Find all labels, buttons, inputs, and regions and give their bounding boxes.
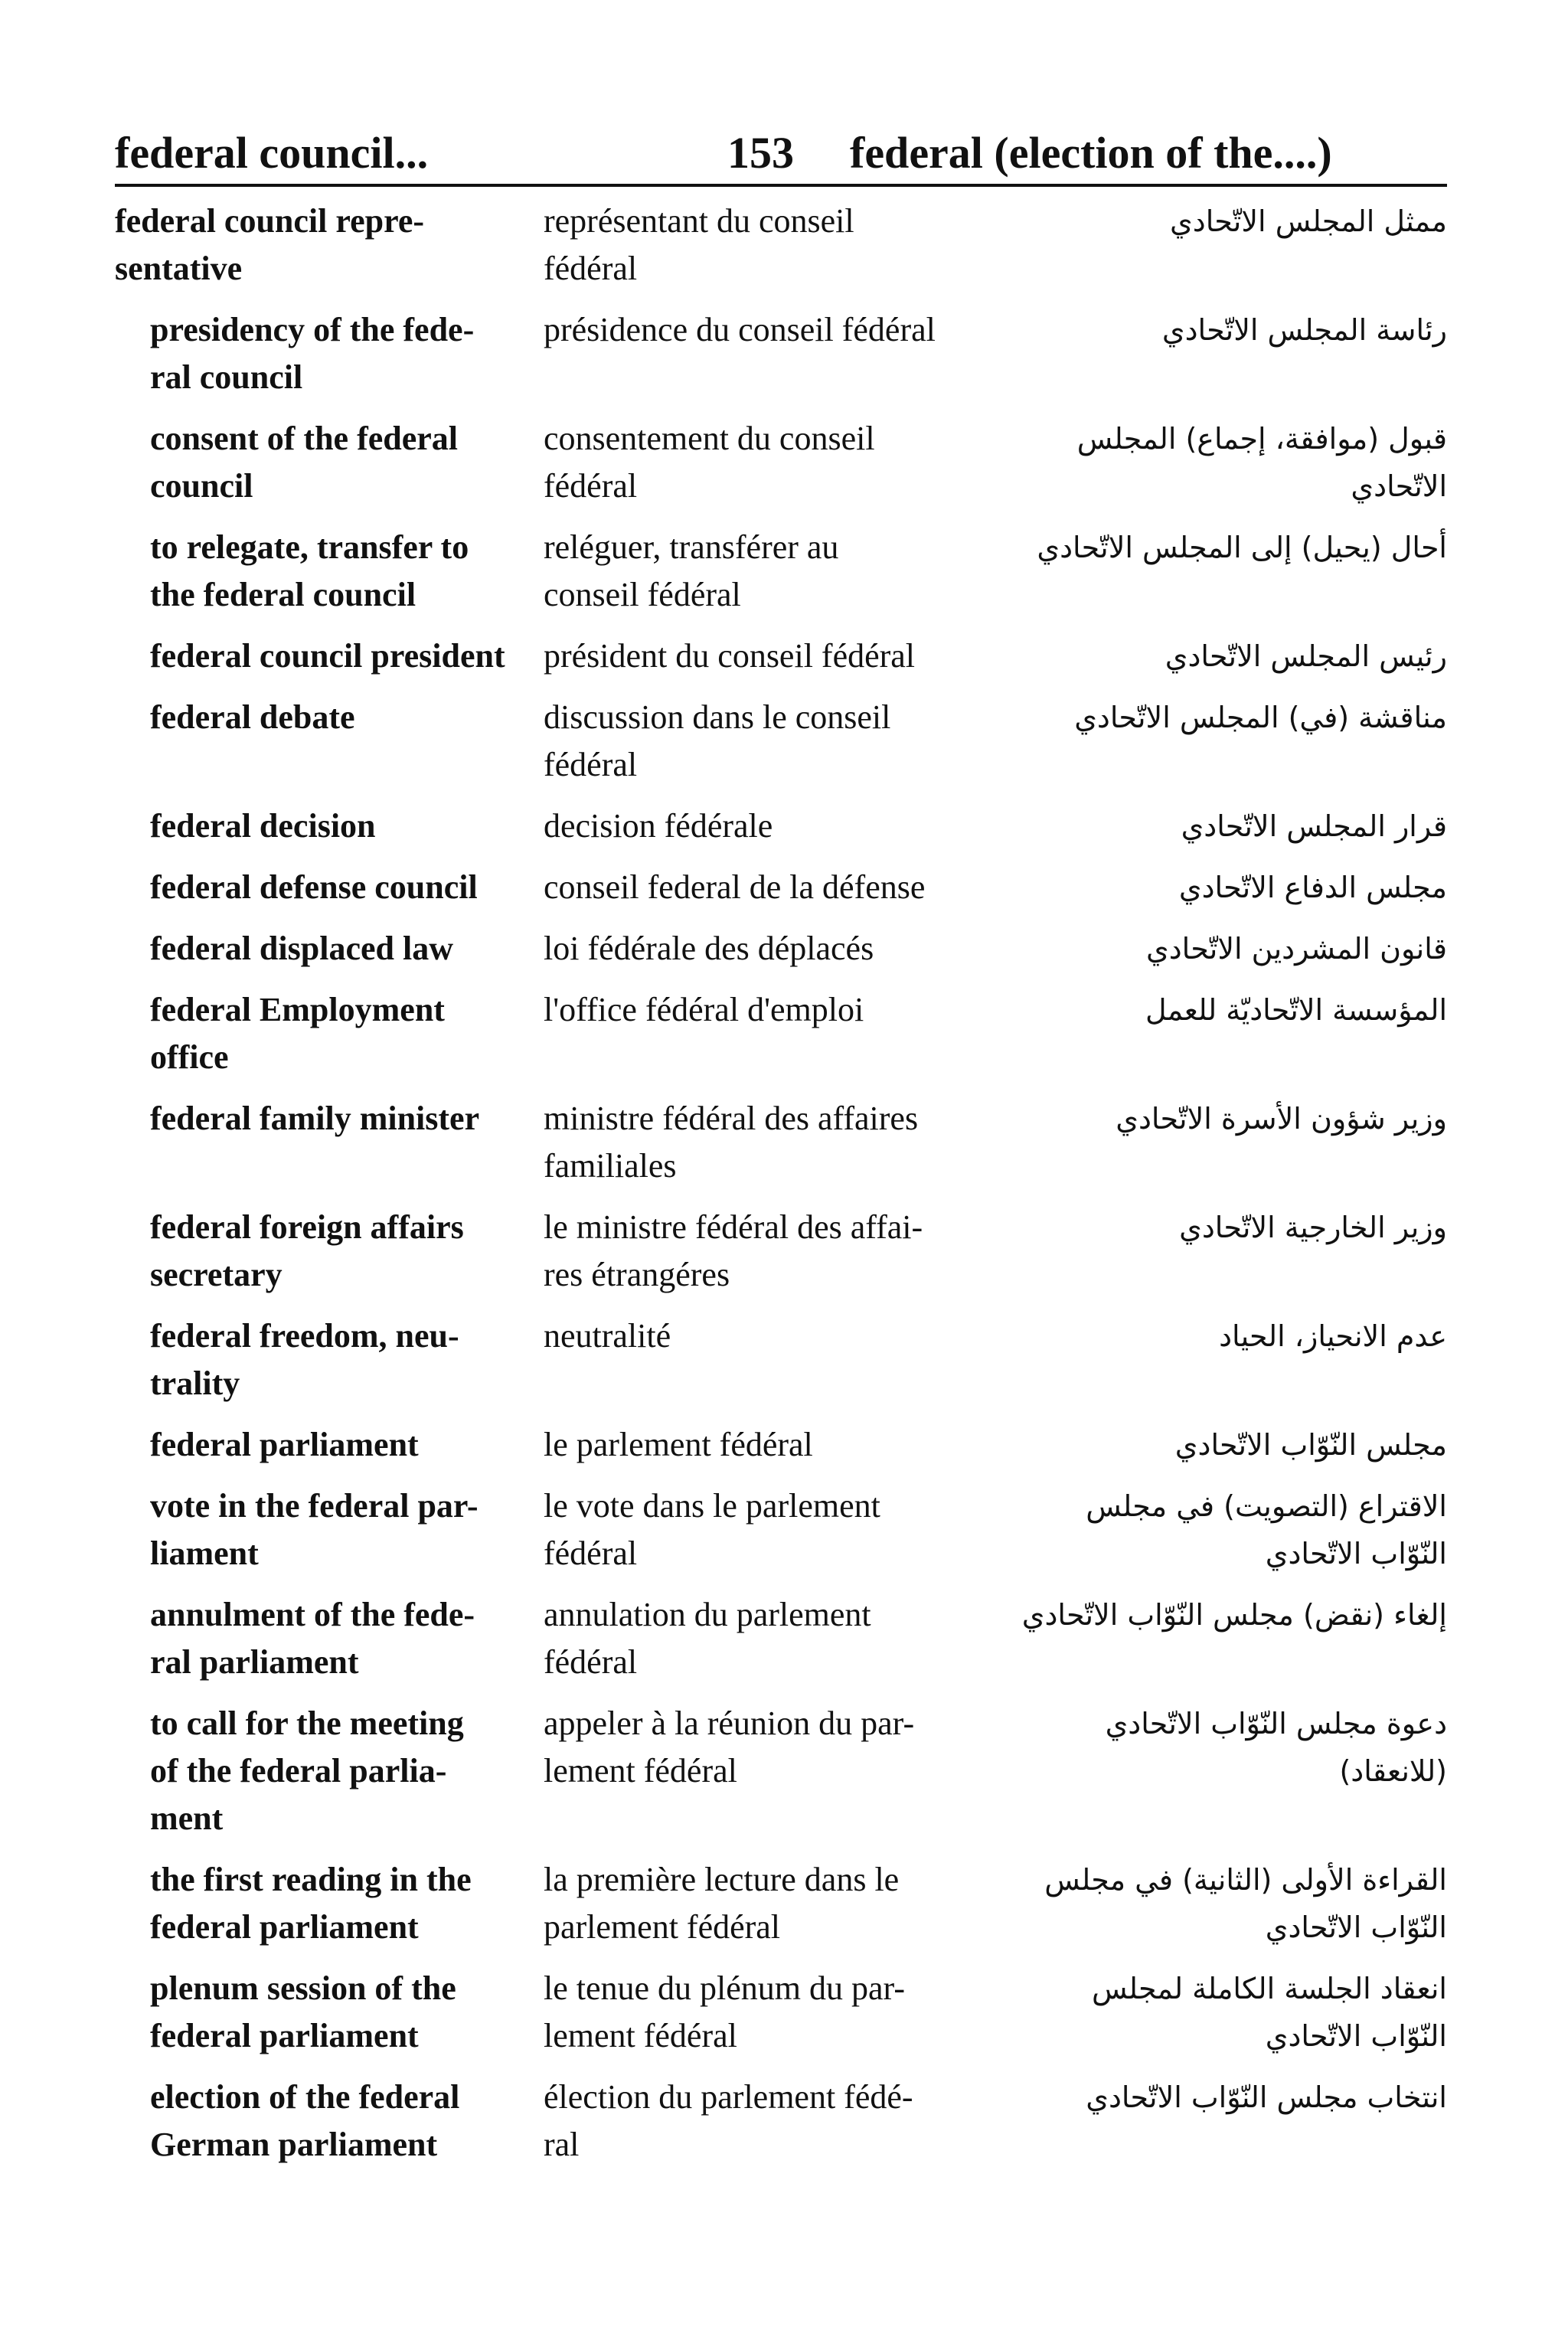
french-term-line: fédéral xyxy=(544,250,638,287)
french-term-line: le tenue du plénum du par- xyxy=(544,1969,905,2007)
english-term-line: federal debate xyxy=(150,698,355,736)
dictionary-entry xyxy=(115,1482,1447,1577)
french-term xyxy=(544,306,1018,354)
french-term xyxy=(544,1421,1018,1469)
dictionary-entries xyxy=(115,198,1447,2182)
english-term xyxy=(115,524,544,619)
english-term-line: federal decision xyxy=(150,807,376,845)
french-term-line: président du conseil fédéral xyxy=(544,637,916,675)
english-term xyxy=(115,198,544,293)
french-term-line: appeler à la réunion du par- xyxy=(544,1704,915,1742)
english-term-line: German parliament xyxy=(150,2126,438,2163)
arabic-term: وزير الخارجية الاتّحادي xyxy=(1179,1211,1447,1244)
page-header xyxy=(115,123,1447,187)
french-term-line: lement fédéral xyxy=(544,2017,737,2054)
english-term xyxy=(115,1421,544,1469)
french-term-line: neutralité xyxy=(544,1317,671,1355)
french-term-line: familiales xyxy=(544,1147,677,1185)
english-term xyxy=(115,1591,544,1686)
french-term-line: représentant du conseil xyxy=(544,202,854,240)
arabic-term: مناقشة (في) المجلس الاتّحادي xyxy=(1074,701,1447,734)
english-term-line: federal parliament xyxy=(150,1908,419,1946)
french-term-line: consentement du conseil xyxy=(544,420,875,457)
dictionary-entry xyxy=(115,306,1447,401)
arabic-term: انتخاب مجلس النّوّاب الاتّحادي xyxy=(1086,2080,1447,2114)
header-right-guide-word: federal (election of the....) xyxy=(850,128,1332,178)
arabic-term: قبول (موافقة، إجماع) المجلس الاتّحادي xyxy=(1076,422,1447,503)
french-term-line: reléguer, transférer au xyxy=(544,528,839,566)
english-term-line: to relegate, transfer to xyxy=(150,528,469,566)
english-term-line: the federal council xyxy=(150,576,416,613)
french-term-line: decision fédérale xyxy=(544,807,773,845)
french-term xyxy=(544,198,1018,293)
arabic-term: القراءة الأولى (الثانية) في مجلس النّوّاب الاتّحادي xyxy=(1044,1863,1447,1944)
english-term-line: federal family minister xyxy=(150,1100,480,1137)
french-term-line: ral xyxy=(544,2126,580,2163)
french-term xyxy=(544,415,1018,510)
french-term-line: parlement fédéral xyxy=(544,1908,781,1946)
english-term-line: plenum session of the xyxy=(150,1969,456,2007)
arabic-term: قانون المشردين الاتّحادي xyxy=(1146,932,1447,966)
english-term-line: federal parliament xyxy=(150,1426,419,1463)
french-term-line: res étrangéres xyxy=(544,1256,730,1293)
english-term-line: of the federal parlia- xyxy=(150,1752,447,1789)
french-term-line: discussion dans le conseil xyxy=(544,698,891,736)
english-term xyxy=(115,864,544,911)
french-term xyxy=(544,1591,1018,1686)
dictionary-entry xyxy=(115,986,1447,1081)
dictionary-entry xyxy=(115,925,1447,972)
english-term-line: ral council xyxy=(150,358,303,396)
english-term-line: annulment of the fede- xyxy=(150,1596,475,1633)
header-left-guide-word: federal council... xyxy=(115,128,429,178)
french-term xyxy=(544,1700,1018,1795)
english-term xyxy=(115,2074,544,2169)
arabic-term: ممثل المجلس الاتّحادي xyxy=(1170,204,1447,238)
english-term-line: ment xyxy=(150,1799,224,1837)
dictionary-entry xyxy=(115,1095,1447,1190)
english-term xyxy=(115,694,544,741)
english-term xyxy=(115,1095,544,1142)
french-term-line: fédéral xyxy=(544,467,638,505)
french-term xyxy=(544,864,1018,911)
english-term-line: trality xyxy=(150,1365,240,1402)
dictionary-entry xyxy=(115,1204,1447,1299)
english-term-line: secretary xyxy=(150,1256,283,1293)
french-term-line: élection du parlement fédé- xyxy=(544,2078,913,2116)
english-term-line: to call for the meeting xyxy=(150,1704,464,1742)
dictionary-entry xyxy=(115,1312,1447,1407)
english-term xyxy=(115,1204,544,1299)
english-term-line: council xyxy=(150,467,253,505)
english-term-line: liament xyxy=(150,1535,259,1572)
english-term xyxy=(115,1482,544,1577)
arabic-term: وزير شؤون الأسرة الاتّحادي xyxy=(1116,1102,1447,1136)
english-term-line: election of the federal xyxy=(150,2078,460,2116)
english-term-line: office xyxy=(150,1038,229,1076)
english-term-line: federal foreign affairs xyxy=(150,1208,464,1246)
french-term xyxy=(544,1204,1018,1299)
arabic-term: المؤسسة الاتّحاديّة للعمل xyxy=(1145,993,1447,1027)
dictionary-entry xyxy=(115,524,1447,619)
arabic-term: الاقتراع (التصويت) في مجلس النّوّاب الاتّحادي xyxy=(1086,1489,1447,1570)
arabic-term: رئاسة المجلس الاتّحادي xyxy=(1161,313,1447,347)
french-term-line: fédéral xyxy=(544,1643,638,1681)
french-term-line: le vote dans le parlement xyxy=(544,1487,880,1525)
french-term-line: le ministre fédéral des affai- xyxy=(544,1208,923,1246)
english-term-line: consent of the federal xyxy=(150,420,459,457)
dictionary-entry xyxy=(115,802,1447,850)
dictionary-entry xyxy=(115,1591,1447,1686)
english-term-line: federal council president xyxy=(150,637,505,675)
english-term-line: federal parliament xyxy=(150,2017,419,2054)
french-term xyxy=(544,632,1018,680)
dictionary-entry xyxy=(115,1965,1447,2060)
english-term xyxy=(115,306,544,401)
english-term xyxy=(115,415,544,510)
english-term xyxy=(115,1965,544,2060)
dictionary-entry xyxy=(115,1421,1447,1469)
french-term-line: ministre fédéral des affaires xyxy=(544,1100,919,1137)
english-term-line: ral parliament xyxy=(150,1643,359,1681)
french-term-line: annulation du parlement xyxy=(544,1596,871,1633)
french-term xyxy=(544,1965,1018,2060)
arabic-term: انعقاد الجلسة الكاملة لمجلس النّوّاب الاتّحادي xyxy=(1091,1972,1447,2053)
english-term xyxy=(115,1700,544,1842)
arabic-term: إلغاء (نقض) مجلس النّوّاب الاتّحادي xyxy=(1021,1598,1447,1632)
english-term xyxy=(115,1856,544,1951)
french-term-line: le parlement fédéral xyxy=(544,1426,813,1463)
french-term xyxy=(544,1312,1018,1360)
french-term-line: conseil fédéral xyxy=(544,576,741,613)
french-term-line: conseil federal de la défense xyxy=(544,868,926,906)
dictionary-entry xyxy=(115,632,1447,680)
arabic-term: رئيس المجلس الاتّحادي xyxy=(1165,639,1447,673)
english-term xyxy=(115,632,544,680)
french-term xyxy=(544,925,1018,972)
english-term-line: sentative xyxy=(115,250,243,287)
french-term-line: l'office fédéral d'emploi xyxy=(544,991,864,1028)
french-term xyxy=(544,2074,1018,2169)
french-term-line: la première lecture dans le xyxy=(544,1861,900,1898)
arabic-term: مجلس النّوّاب الاتّحادي xyxy=(1174,1428,1447,1462)
french-term-line: lement fédéral xyxy=(544,1752,737,1789)
dictionary-entry xyxy=(115,1700,1447,1842)
arabic-term: دعوة مجلس النّوّاب الاتّحادي (للانعقاد) xyxy=(1105,1707,1447,1788)
french-term xyxy=(544,524,1018,619)
english-term-line: federal displaced law xyxy=(150,930,453,967)
french-term-line: loi fédérale des déplacés xyxy=(544,930,874,967)
dictionary-entry xyxy=(115,2074,1447,2169)
arabic-term: قرار المجلس الاتّحادي xyxy=(1181,809,1447,843)
english-term xyxy=(115,925,544,972)
arabic-term: عدم الانحياز، الحياد xyxy=(1219,1319,1447,1353)
english-term xyxy=(115,802,544,850)
dictionary-entry xyxy=(115,694,1447,789)
english-term xyxy=(115,1312,544,1407)
french-term xyxy=(544,802,1018,850)
dictionary-entry xyxy=(115,1856,1447,1951)
english-term-line: federal defense council xyxy=(150,868,478,906)
french-term xyxy=(544,1856,1018,1951)
french-term xyxy=(544,1482,1018,1577)
english-term-line: vote in the federal par- xyxy=(150,1487,479,1525)
french-term-line: présidence du conseil fédéral xyxy=(544,311,936,348)
french-term xyxy=(544,1095,1018,1190)
english-term-line: federal freedom, neu- xyxy=(150,1317,459,1355)
page-number: 153 xyxy=(727,128,794,178)
arabic-term: مجلس الدفاع الاتّحادي xyxy=(1178,871,1447,904)
french-term xyxy=(544,986,1018,1034)
french-term-line: fédéral xyxy=(544,1535,638,1572)
french-term xyxy=(544,694,1018,789)
french-term-line: fédéral xyxy=(544,746,638,783)
dictionary-entry xyxy=(115,864,1447,911)
arabic-term: أحال (يحيل) إلى المجلس الاتّحادي xyxy=(1037,531,1447,564)
dictionary-entry xyxy=(115,415,1447,510)
english-term-line: federal Employment xyxy=(150,991,445,1028)
english-term-line: federal council repre- xyxy=(115,202,425,240)
english-term-line: the first reading in the xyxy=(150,1861,472,1898)
dictionary-entry xyxy=(115,198,1447,293)
english-term xyxy=(115,986,544,1081)
english-term-line: presidency of the fede- xyxy=(150,311,475,348)
